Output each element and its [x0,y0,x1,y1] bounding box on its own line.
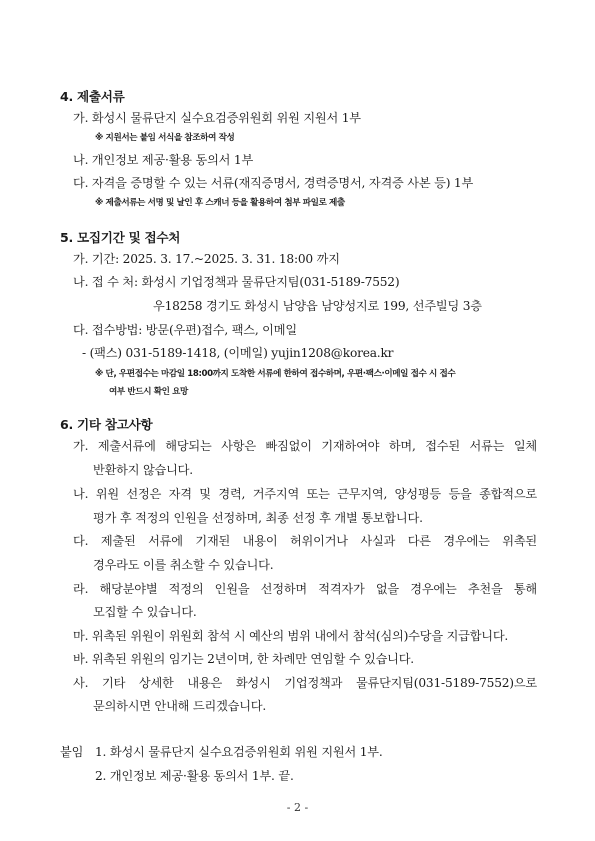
s4-note-da: ※ 제출서류는 서명 및 날인 후 스캐너 등을 활용하여 첨부 파일로 제출 [95,198,345,208]
s5-contact: - (팩스) 031-5189-1418, (이메일) yujin1208@korea.kr [82,346,394,360]
attachments-label: 붙임 [60,745,84,759]
s6-item-ra-line1 [73,580,537,597]
s6-item-ma: 마. 위촉된 위원이 위원회 참석 시 예산의 범위 내에서 참석(심의)수당을 지급합니다. [73,629,509,643]
page-number: - 2 - [286,801,309,814]
s6-item-sa-line1 [73,674,537,691]
s6-item-da-line2: 경우라도 이를 취소할 수 있습니다. [93,558,274,572]
s4-item-da: 다. 자격을 증명할 수 있는 서류(재직증명서, 경력증명서, 자격증 사본 등) 1부 [73,176,474,190]
s6-ga-text-1: 가. 제출서류에 해당되는 사항은 빠짐없이 기재하여야 하며, 접수된 서류는 일체 [73,439,537,453]
attachment-item-2: 2. 개인정보 제공·활용 동의서 1부. 끝. [95,769,294,783]
s6-item-na-line1 [73,485,537,502]
s6-item-na-line2: 평가 후 적정의 인원을 선정하며, 최종 선정 후 개별 통보합니다. [93,511,423,525]
section-6-title: 6. 기타 참고사항 [60,417,153,432]
s5-address: 우18258 경기도 화성시 남양읍 남양성지로 199, 선주빌딩 3층 [153,299,482,313]
s6-ra-text-1: 라. 해당분야별 적정의 인원을 선정하며 적격자가 없을 경우에는 추천을 통해 [73,582,537,596]
section-5-title: 5. 모집기간 및 접수처 [60,230,181,245]
s5-item-da: 다. 접수방법: 방문(우편)접수, 팩스, 이메일 [73,323,297,337]
s5-note-line2: 여부 반드시 확인 요망 [109,387,188,397]
s5-item-ga: 가. 기간: 2025. 3. 17.~2025. 3. 31. 18:00 까지 [73,252,340,266]
s6-na-text-1: 나. 위원 선정은 자격 및 경력, 거주지역 또는 근무지역, 양성평등 등을 종합적으로 [73,487,537,501]
s6-item-ra-line2: 모집할 수 있습니다. [93,605,197,619]
s6-sa-text-1: 사. 기타 상세한 내용은 화성시 기업정책과 물류단지팀(031-5189-7552)으로 [73,676,537,690]
s6-item-da-line1 [73,532,537,549]
s6-item-ga-line1 [73,437,537,454]
section-4-title: 4. 제출서류 [60,89,125,104]
s4-item-ga: 가. 화성시 물류단지 실수요검증위원회 위원 지원서 1부 [73,111,361,125]
s6-item-ga-line2: 반환하지 않습니다. [93,463,193,477]
s5-item-na: 나. 접 수 처: 화성시 기업정책과 물류단지팀(031-5189-7552) [73,275,400,289]
s6-item-ba: 바. 위촉된 위원의 임기는 2년이며, 한 차례만 연임할 수 있습니다. [73,652,414,666]
s4-item-na: 나. 개인정보 제공·활용 동의서 1부 [73,153,254,167]
s4-note-ga: ※ 지원서는 붙임 서식을 참조하여 작성 [95,133,235,143]
s5-note-line1: ※ 단, 우편접수는 마감일 18:00까지 도착한 서류에 한하여 접수하며, 우편·팩스·이메일 접수 시 접수 [95,369,456,379]
s6-item-sa-line2: 문의하시면 안내해 드리겠습니다. [93,699,267,713]
attachment-item-1: 1. 화성시 물류단지 실수요검증위원회 위원 지원서 1부. [95,745,383,759]
s6-da-text-1: 다. 제출된 서류에 기재된 내용이 허위이거나 사실과 다른 경우에는 위촉된 [73,534,537,548]
